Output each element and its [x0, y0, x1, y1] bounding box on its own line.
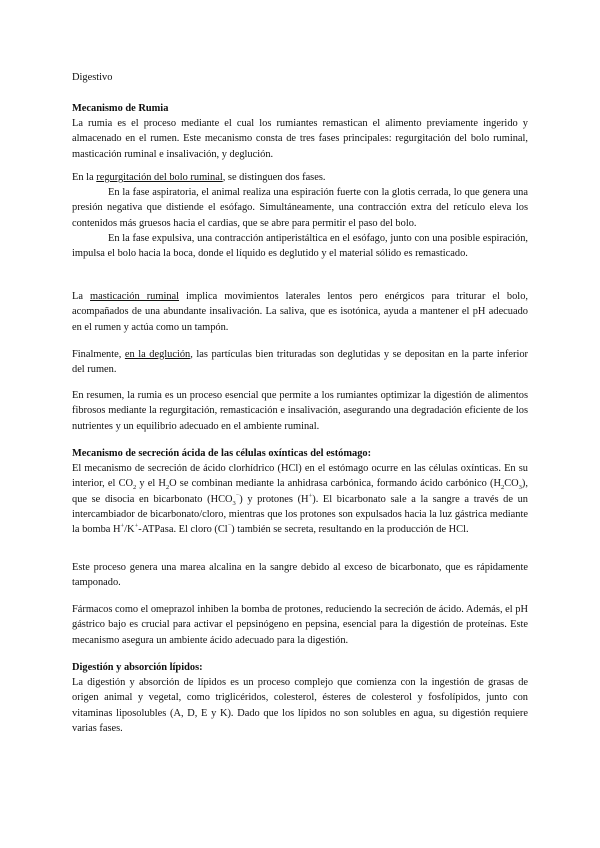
text-fragment: implica movimientos laterales lentos pero enérgicos para triturar el bolo, acompañados de una abundante insalivación. La saliva, que es isotónica, ayuda a mantener el pH adecuado en el rumen y actúa como un tampón.: [72, 291, 528, 333]
section-heading-rumia: Mecanismo de Rumia: [72, 103, 169, 114]
section-heading-lipids: Digestión y absorción lípidos:: [72, 662, 203, 673]
text-fragment: ) y protones (H: [239, 493, 309, 505]
paragraph-phase-aspiratoria: En la fase aspiratoria, el animal realiza una espiración fuerte con la glotis cerrada, lo que genera una presión negativa que distiende el esófago. Simultáneamente, una contracción extra del retículo eleva los contenidos más gruesos hacia el cardias, que se abre para permitir el paso del bolo.: [72, 187, 528, 229]
text-fragment: /K: [124, 524, 135, 536]
subscript: 3: [232, 499, 236, 507]
subscript: 2: [500, 484, 505, 492]
text-fragment: y el H: [136, 478, 166, 490]
section-heading-acid: Mecanismo de secreción ácida de las células oxínticas del estómago:: [72, 448, 372, 459]
paragraph-rumia-summary: En resumen, la rumia es un proceso esencial que permite a los rumiantes optimizar la digestión de alimentos fibrosos mediante la regurgitación, remasticación e insalivación, asegurando una degradación eficiente de los nutrientes y un equilibrio adecuado en el ambiente ruminal.: [72, 390, 528, 432]
text-fragment: ). El bicarbonato sale a la sangre a través de un intercambiador de bicarbonato/cloro, mientras que los protones son expulsados hacia la luz gástrica mediante la bomba H: [72, 493, 528, 536]
paragraph-lipids-intro: La digestión y absorción de lípidos es un proceso complejo que comienza con la ingestión de grasas de origen animal y vegetal, como triglicéridos, colesterol, ésteres de colesterol y fosfolípidos, junto con vitaminas liposolubles (A, D, E y K). Dado que los lípidos no son solubles en agua, su digestión requiere varias fases.: [72, 677, 528, 734]
text-fragment: En la: [72, 172, 97, 183]
superscript: ⁻: [235, 492, 240, 500]
text-fragment: , se distinguen dos fases.: [222, 172, 326, 183]
underlined-term: regurgitación del bolo ruminal: [96, 172, 223, 183]
paragraph-masticacion: [72, 289, 528, 335]
text-fragment: -ATPasa. El cloro (Cl: [138, 524, 228, 536]
subscript: 2: [165, 484, 170, 492]
document-title: Digestivo: [72, 72, 113, 83]
paragraph-marea-alcalina: Este proceso genera una marea alcalina en la sangre debido al exceso de bicarbonato, que es rápidamente tamponado.: [72, 562, 528, 589]
superscript: +: [134, 522, 139, 530]
paragraph-phase-expulsiva: En la fase expulsiva, una contracción antiperistáltica en el esófago, junto con una posible espiración, impulsa el bolo hacia la boca, donde el líquido es deglutido y el material sólido es remasticado.: [72, 233, 528, 260]
underlined-term: masticación ruminal: [90, 291, 180, 302]
underlined-term: en la deglución: [124, 349, 191, 360]
paragraph-regurgitation-intro: [72, 170, 528, 185]
text-fragment: ), que se disocia en bicarbonato (HCO: [72, 478, 528, 505]
text-fragment: El mecanismo de secreción de ácido clorhídrico (HCl) en el estómago ocurre en las células oxínticas. En su interior, el CO: [72, 463, 528, 490]
paragraph-rumia-intro: La rumia es el proceso mediante el cual los rumiantes remastican el alimento previamente ingerido y almacenado en el rumen. Este mecanismo consta de tres fases principales: regurgitación del bolo ruminal, masticación ruminal e insalivación, y deglución.: [72, 118, 528, 160]
superscript: +: [308, 492, 313, 500]
paragraph-acid-mechanism: [72, 461, 528, 537]
text-fragment: Finalmente,: [72, 349, 125, 360]
superscript: ⁻: [227, 522, 232, 530]
paragraph-farmacos: Fármacos como el omeprazol inhiben la bomba de protones, reduciendo la secreción de ácido. Además, el pH gástrico bajo es crucial para activar el pepsinógeno en pepsina, esencial para la digestión de proteínas. Este mecanismo asegura un ambiente ácido adecuado para la digestión.: [72, 604, 528, 646]
text-fragment: O se combinan mediante la anhidrasa carbónica, formando ácido carbónico (H: [169, 478, 501, 490]
subscript: 3: [518, 484, 522, 492]
text-fragment: La: [72, 291, 91, 302]
text-fragment: CO: [504, 478, 519, 490]
subscript: 2: [133, 484, 137, 492]
paragraph-deglucion: [72, 347, 528, 378]
text-fragment: ) también se secreta, resultando en la producción de HCl.: [231, 524, 469, 536]
superscript: +: [120, 522, 125, 530]
text-fragment: , las partículas bien trituradas son deglutidas y se depositan en la parte inferior del rumen.: [72, 349, 528, 376]
